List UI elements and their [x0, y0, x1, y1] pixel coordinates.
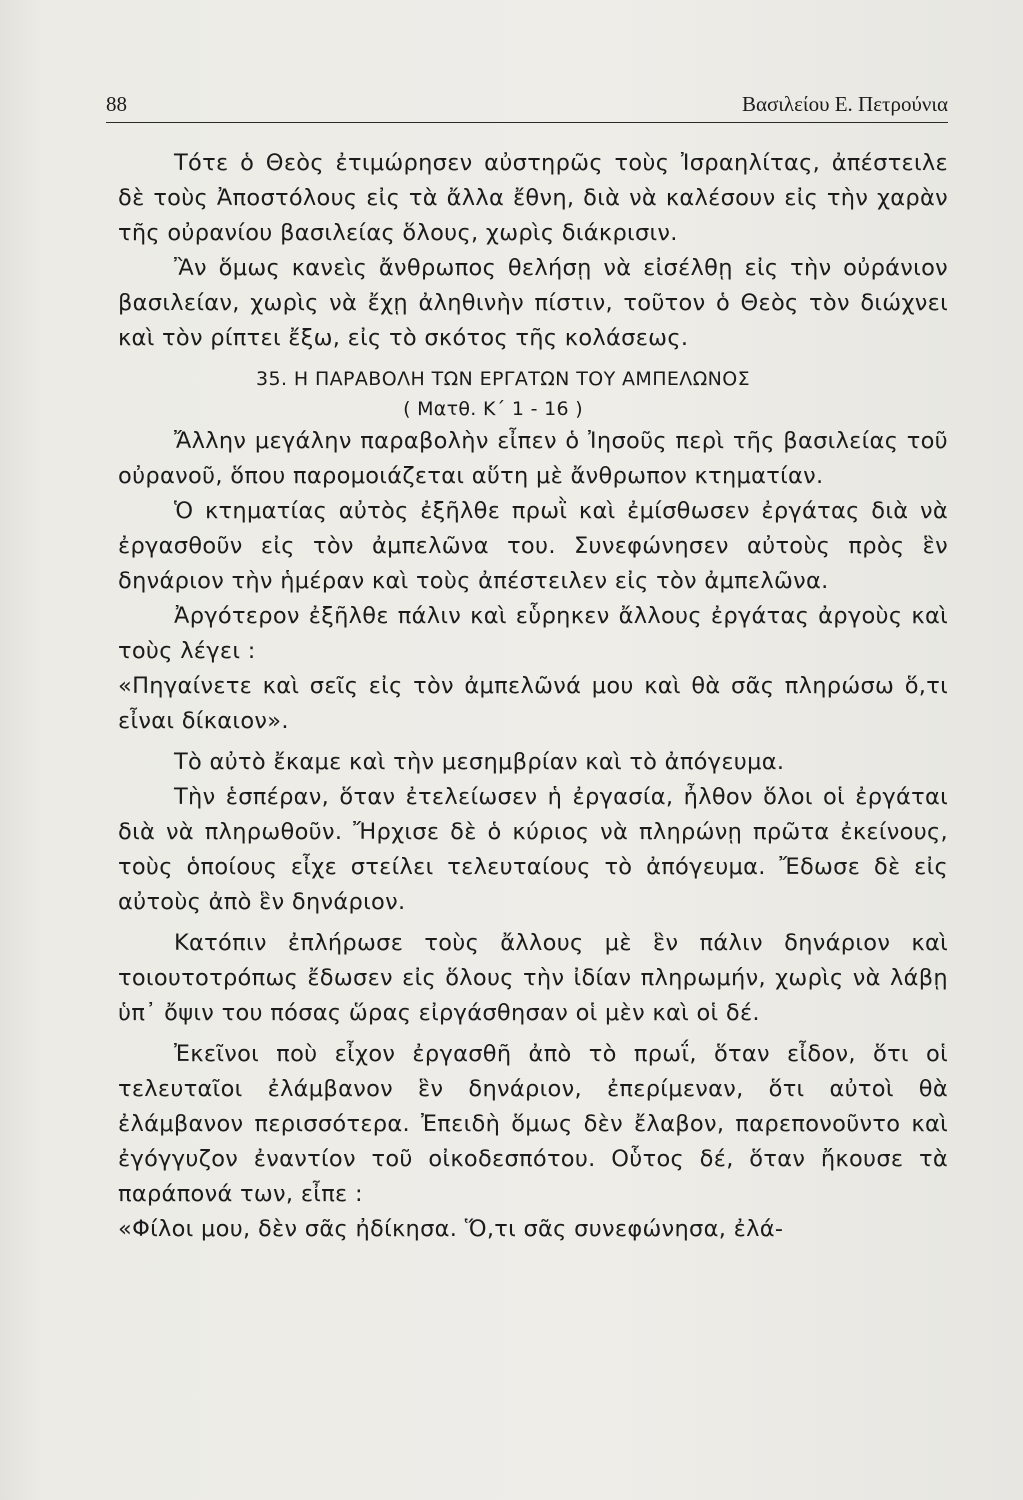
paragraph: Ὁ κτηματίας αὐτὸς ἐξῆλθε πρωῒ καὶ ἐμίσθωσεν ἐργάτας διὰ νὰ ἐργασθοῦν εἰς τὸν ἀμπελῶνα του. Συνεφώνησεν αὐτοὺς πρὸς ἓν δηνάριον τὴν ἡμέραν καὶ τοὺς ἀπέστειλεν εἰς τὸν ἀμπελῶνα.	[118, 498, 948, 594]
paragraph: Τότε ὁ Θεὸς ἐτιμώρησεν αὐστηρῶς τοὺς Ἰσραηλίτας, ἀπέστειλε δὲ τοὺς Ἀποστόλους εἰς τὰ ἄλλα ἔθνη, διὰ νὰ καλέσουν εἰς τὴν χαρὰν τῆς οὐρανίου βασιλείας ὅλους, χωρὶς διάκρισιν.	[118, 150, 948, 246]
quotation: «Φίλοι μου, δὲν σᾶς ἠδίκησα. Ὅ,τι σᾶς συνεφώνησα, ἐλά-	[118, 1216, 784, 1242]
body-text	[118, 146, 948, 1247]
paragraph: Ἄλλην μεγάλην παραβολὴν εἶπεν ὁ Ἰησοῦς περὶ τῆς βασιλείας τοῦ οὐρανοῦ, ὅπου παρομοιάζεται αὕτη μὲ ἄνθρωπον κτηματίαν.	[118, 428, 948, 489]
paragraph: Ἂν ὅμως κανεὶς ἄνθρωπος θελήσῃ νὰ εἰσέλθῃ εἰς τὴν οὐράνιον βασιλείαν, χωρὶς νὰ ἔχῃ ἀληθινὴν πίστιν, τοῦτον ὁ Θεὸς τὸν διώχνει καὶ τὸν ρίπτει ἔξω, εἰς τὸ σκότος τῆς κολάσεως.	[118, 255, 948, 351]
page-number: 88	[106, 92, 127, 116]
paragraph: Τὸ αὐτὸ ἔκαμε καὶ τὴν μεσημβρίαν καὶ τὸ ἀπόγευμα.	[174, 749, 785, 775]
section-title: 35. Η ΠΑΡΑΒΟΛΗ ΤΩΝ ΕΡΓΑΤΩΝ ΤΟΥ ΑΜΠΕΛΩΝΟΣ	[255, 368, 750, 390]
section-reference: ( Ματθ. Κ΄ 1 - 16 )	[403, 398, 583, 420]
paragraph: Κατόπιν ἐπλήρωσε τοὺς ἄλλους μὲ ἓν πάλιν δηνάριον καὶ τοιουτοτρόπως ἔδωσεν εἰς ὅλους τὴν ἰδίαν πληρωμήν, χωρὶς νὰ λάβῃ ὑπ᾽ ὄψιν του πόσας ὥρας εἰργάσθησαν οἱ μὲν καὶ οἱ δέ.	[118, 930, 948, 1026]
quotation: «Πηγαίνετε καὶ σεῖς εἰς τὸν ἀμπελῶνά μου καὶ θὰ σᾶς πληρώσω ὅ,τι εἶναι δίκαιον».	[118, 673, 948, 734]
paragraph: Τὴν ἑσπέραν, ὅταν ἐτελείωσεν ἡ ἐργασία, ἦλθον ὅλοι οἱ ἐργάται διὰ νὰ πληρωθοῦν. Ἤρχισε δὲ ὁ κύριος νὰ πληρώνῃ πρῶτα ἐκείνους, τοὺς ὁποίους εἶχε στείλει τελευταίους τὸ ἀπόγευμα. Ἔδωσε δὲ εἰς αὐτοὺς ἀπὸ ἓν δηνάριον.	[118, 784, 948, 915]
running-head: Βασιλείου Ε. Πετρούνια	[741, 92, 948, 116]
paragraph: Ἀργότερον ἐξῆλθε πάλιν καὶ εὗρηκεν ἄλλους ἐργάτας ἀργοὺς καὶ τοὺς λέγει :	[118, 603, 948, 664]
paragraph: Ἐκεῖνοι ποὺ εἶχον ἐργασθῆ ἀπὸ τὸ πρωΐ, ὅταν εἶδον, ὅτι οἱ τελευταῖοι ἐλάμβανον ἓν δηνάριον, ἐπερίμεναν, ὅτι αὐτοὶ θὰ ἐλάμβανον περισσότερα. Ἐπειδὴ ὅμως δὲν ἔλαβον, παρεπονοῦντο καὶ ἐγόγγυζον ἐναντίον τοῦ οἰκοδεσπότου. Οὗτος δέ, ὅταν ἤκουσε τὰ παράπονά των, εἶπε :	[118, 1041, 948, 1207]
page-header	[106, 86, 948, 123]
